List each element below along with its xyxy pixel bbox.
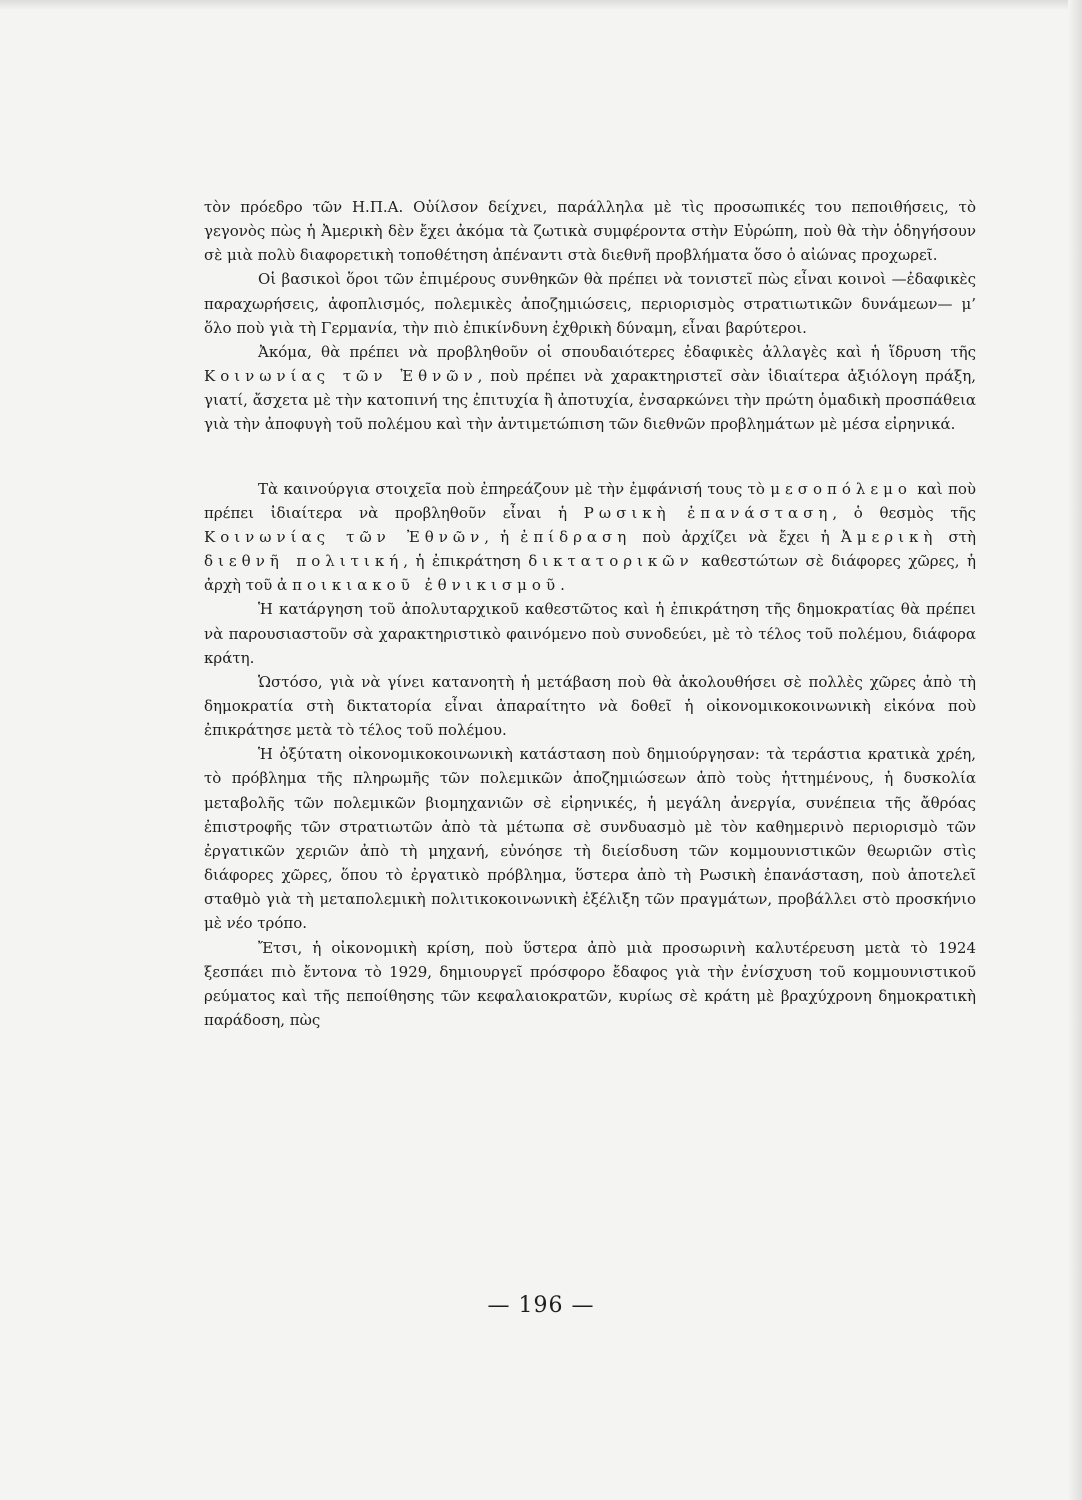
- scan-edge-right: [1068, 0, 1082, 1500]
- paragraph-1: τὸν πρόεδρο τῶν Η.Π.Α. Οὐίλσον δείχνει, παράλληλα μὲ τὶς προσωπικές του πεποιθήσεις, τὸ γεγονὸς πὼς ἡ Ἀμερικὴ δὲν ἔχει ἀκόμα τὰ ζωτικὰ συμφέροντα στὴν Εὐρώπη, ποὺ θὰ τὴν ὁδηγήσουν σὲ μιὰ πολὺ διαφορετικὴ τοποθέτηση ἀπέναντι στὰ διεθνῆ προβλήματα ὅσο ὁ αἰώνας προχωρεῖ.: [204, 198, 976, 265]
- page-number: — 196 —: [487, 1293, 595, 1318]
- body-text: [204, 195, 976, 1032]
- paragraph-7: Ἡ ὀξύτατη οἰκονομικοκοινωνικὴ κατάσταση ποὺ δημιούργησαν: τὰ τεράστια κρατικὰ χρέη, τὸ πρόβλημα τῆς πληρωμῆς τῶν πολεμικῶν ἀποζημιώσεων ἀπὸ τοὺς ἡττημένους, ἡ δυσκολία μεταβολῆς τῶν πολεμικῶν βιομηχανιῶν σὲ εἰρηνικές, ἡ μεγάλη ἀνεργία, συνέπεια τῆς ἄθρόας ἐπιστροφῆς τῶν στρατιωτῶν ἀπὸ τὰ μέτωπα σὲ συνδυασμὸ μὲ τὸν καθημερινὸ περιορισμὸ τῶν ἐργατικῶν χεριῶν ἀπὸ τὴ μηχανή, εὐνόησε τὴ διείσδυση τῶν κομμουνιστικῶν θεωριῶν στὶς διάφορες χῶρες, ὅπου τὸ ἐργατικὸ πρόβλημα, ὕστερα ἀπὸ τὴ Ρωσικὴ ἐπανάσταση, ποὺ ἀποτελεῖ σταθμὸ γιὰ τὴ μεταπολεμικὴ πολιτικοκοινωνικὴ ἐξέλιξη τῶν πραγμάτων, προβάλλει στὸ προσκήνιο μὲ νέο τρόπο.: [204, 745, 976, 933]
- scan-edge-top: [0, 0, 1082, 10]
- paragraph-2: Οἱ βασικοὶ ὅροι τῶν ἐπιμέρους συνθηκῶν θὰ πρέπει νὰ τονιστεῖ πὼς εἶναι κοινοὶ —ἐδαφικὲς παραχωρήσεις, ἀφοπλισμός, πολεμικὲς ἀποζημιώσεις, περιορισμὸς στρατιωτικῶν δυνάμεων— μ’ ὅλο ποὺ γιὰ τὴ Γερμανία, τὴν πιὸ ἐπικίνδυνη ἐχθρικὴ δύναμη, εἶναι βαρύτεροι.: [204, 270, 976, 337]
- paragraph-3: Ἀκόμα, θὰ πρέπει νὰ προβληθοῦν οἱ σπουδαιότερες ἐδαφικὲς ἀλλαγὲς καὶ ἡ ἵδρυση τῆς Κοινωνίας τῶν Ἐθνῶν, ποὺ πρέπει νὰ χαρακτηριστεῖ σὰν ἰδιαίτερα ἀξιόλογη πράξη, γιατί, ἄσχετα μὲ τὴν κατοπινή της ἐπιτυχία ἢ ἀποτυχία, ἐνσαρκώνει τὴν πρώτη ὁμαδικὴ προσπάθεια γιὰ τὴν ἀποφυγὴ τοῦ πολέμου καὶ τὴν ἀντιμετώπιση τῶν διεθνῶν προβλημάτων μὲ μέσα εἰρηνικά.: [204, 342, 976, 434]
- paragraph-4: Τὰ καινούργια στοιχεῖα ποὺ ἐπηρεάζουν μὲ τὴν ἐμφάνισή τους τὸ μεσοπόλεμο καὶ ποὺ πρέπει ἰδιαίτερα νὰ προβληθοῦν εἶναι ἡ Ρωσικὴ ἐπανάσταση, ὁ θεσμὸς τῆς Κοινωνίας τῶν Ἐθνῶν, ἡ ἐπίδραση ποὺ ἀρχίζει νὰ ἔχει ἡ Ἀμερικὴ στὴ διεθνῆ πολιτική, ἡ ἐπικράτηση δικτατορικῶν καθεστώτων σὲ διάφορες χῶρες, ἡ ἀρχὴ τοῦ ἀποικιακοῦ ἐθνικισμοῦ.: [204, 479, 977, 595]
- paragraph-6: Ὡστόσο, γιὰ νὰ γίνει κατανοητὴ ἡ μετάβαση ποὺ θὰ ἀκολουθήσει σὲ πολλὲς χῶρες ἀπὸ τὴ δημοκρατία στὴ δικτατορία εἶναι ἀπαραίτητο νὰ δοθεῖ ἡ οἰκονομικοκοινωνικὴ εἰκόνα ποὺ ἐπικράτησε μετὰ τὸ τέλος τοῦ πολέμου.: [204, 672, 976, 740]
- paragraph-8: Ἔτσι, ἡ οἰκονομικὴ κρίση, ποὺ ὕστερα ἀπὸ μιὰ προσωρινὴ καλυτέρευση μετὰ τὸ 1924 ξεσπάει πιὸ ἔντονα τὸ 1929, δημιουργεῖ πρόσφορο ἔδαφος γιὰ τὴν ἐνίσχυση τοῦ κομμουνιστικοῦ ρεύματος καὶ τῆς πεποίθησης τῶν κεφαλαιοκρατῶν, κυρίως σὲ κράτη μὲ βραχύχρονη δημοκρατικὴ παράδοση, πὼς: [204, 938, 976, 1029]
- section-gap: [204, 437, 976, 477]
- paragraph-5: Ἡ κατάργηση τοῦ ἀπολυταρχικοῦ καθεστῶτος καὶ ἡ ἐπικράτηση τῆς δημοκρατίας θὰ πρέπει νὰ παρουσιαστοῦν σὰ χαρακτηριστικὸ φαινόμενο ποὺ συνοδεύει, μὲ τὸ τέλος τοῦ πολέμου, διάφορα κράτη.: [204, 600, 976, 667]
